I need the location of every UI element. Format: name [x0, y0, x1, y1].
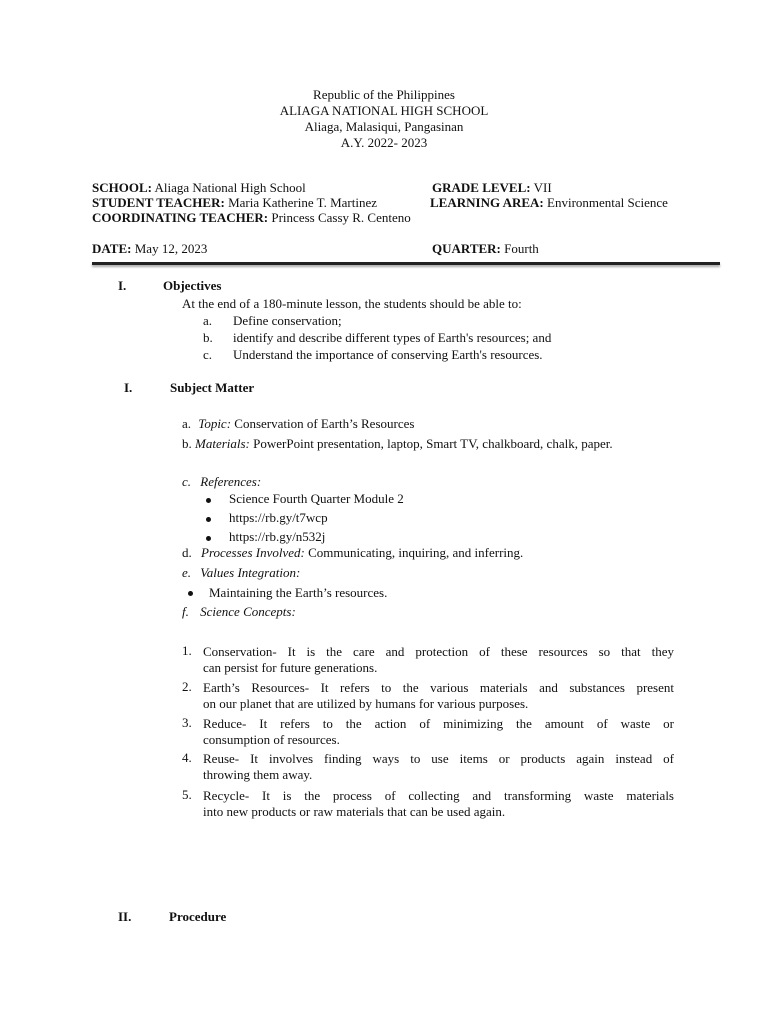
processes-label: Processes Involved:	[201, 545, 305, 560]
references-label: References:	[200, 474, 262, 489]
bullet-icon	[188, 591, 193, 596]
concept-number: 1.	[182, 643, 192, 658]
student-teacher-label: STUDENT TEACHER:	[92, 195, 225, 210]
date-label: DATE:	[92, 241, 132, 256]
concepts-line	[182, 604, 296, 620]
bullet-icon	[206, 498, 211, 503]
materials-marker: b.	[182, 436, 192, 451]
objectives-numeral: I.	[118, 278, 127, 293]
concept-line1: Conservation- It is the care and protection of these resources so that they	[203, 644, 674, 659]
topic-line	[182, 416, 414, 432]
concept-number: 5.	[182, 787, 192, 802]
concepts-marker: f.	[182, 604, 189, 619]
concept-line2: can persist for future generations.	[203, 660, 378, 675]
materials-label: Materials:	[195, 436, 250, 451]
grade-label: GRADE LEVEL:	[432, 180, 531, 195]
subject-numeral: I.	[124, 380, 133, 395]
values-marker: e.	[182, 565, 192, 580]
concept-line2: throwing them away.	[203, 767, 313, 782]
concept-line1: Earth’s Resources- It refers to the various materials and substances present	[203, 680, 674, 695]
quarter-value: Fourth	[504, 241, 539, 256]
concept-line1: Reuse- It involves finding ways to use items or products again instead of	[203, 751, 674, 766]
procedure-numeral: II.	[118, 909, 132, 924]
concept-line2: consumption of resources.	[203, 732, 340, 747]
concept-line2: into new products or raw materials that can be used again.	[203, 804, 506, 819]
reference-item: https://rb.gy/n532j	[229, 529, 326, 544]
info-quarter	[432, 241, 539, 257]
objective-marker: b.	[203, 330, 213, 345]
school-value: Aliaga National High School	[154, 180, 306, 195]
bullet-icon	[206, 517, 211, 522]
learning-area-value: Environmental Science	[547, 195, 668, 210]
reference-item: Science Fourth Quarter Module 2	[229, 491, 404, 506]
processes-value: Communicating, inquiring, and inferring.	[308, 545, 524, 560]
topic-marker: a.	[182, 416, 192, 431]
student-teacher-value: Maria Katherine T. Martinez	[228, 195, 378, 210]
references-marker: c.	[182, 474, 192, 489]
values-item: Maintaining the Earth’s resources.	[209, 585, 388, 600]
header-address: Aliaga, Malasiqui, Pangasinan	[304, 119, 464, 134]
topic-label: Topic:	[198, 416, 232, 431]
objective-item: Understand the importance of conserving Earth's resources.	[233, 347, 543, 362]
values-label: Values Integration:	[200, 565, 301, 580]
subject-heading: Subject Matter	[170, 380, 255, 395]
concept-number: 2.	[182, 679, 192, 694]
objective-marker: c.	[203, 347, 213, 362]
header-academic-year: A.Y. 2022- 2023	[340, 135, 428, 150]
coordinating-teacher-value: Princess Cassy R. Centeno	[271, 210, 411, 225]
header-divider	[92, 262, 720, 265]
topic-value: Conservation of Earth’s Resources	[234, 416, 415, 431]
header-republic: Republic of the Philippines	[313, 87, 455, 102]
concept-number: 3.	[182, 715, 192, 730]
objectives-heading: Objectives	[163, 278, 222, 293]
objectives-intro: At the end of a 180-minute lesson, the students should be able to:	[182, 296, 522, 311]
header-school-name: ALIAGA NATIONAL HIGH SCHOOL	[279, 103, 489, 118]
quarter-label: QUARTER:	[432, 241, 501, 256]
info-student-teacher	[92, 195, 377, 211]
materials-value: PowerPoint presentation, laptop, Smart TV, chalkboard, chalk, paper.	[253, 436, 613, 451]
school-label: SCHOOL:	[92, 180, 152, 195]
concept-line1: Recycle- It is the process of collecting and transforming waste materials	[203, 788, 674, 803]
procedure-heading: Procedure	[169, 909, 227, 924]
concept-number: 4.	[182, 750, 192, 765]
concept-line2: on our planet that are utilized by humans for various purposes.	[203, 696, 529, 711]
materials-line	[182, 435, 666, 452]
info-grade	[432, 180, 552, 196]
concept-line1: Reduce- It refers to the action of minimizing the amount of waste or	[203, 716, 674, 731]
objective-item: Define conservation;	[233, 313, 342, 328]
info-school	[92, 180, 306, 196]
info-coordinating-teacher	[92, 210, 411, 226]
processes-line	[182, 545, 523, 561]
bullet-icon	[206, 536, 211, 541]
processes-marker: d.	[182, 545, 192, 560]
objective-marker: a.	[203, 313, 213, 328]
concepts-label: Science Concepts:	[200, 604, 296, 619]
date-value: May 12, 2023	[134, 241, 208, 256]
values-line	[182, 565, 300, 581]
references-line	[182, 474, 261, 490]
grade-value: VII	[533, 180, 552, 195]
coordinating-teacher-label: COORDINATING TEACHER:	[92, 210, 269, 225]
info-learning-area	[430, 195, 668, 211]
objective-item: identify and describe different types of Earth's resources; and	[233, 330, 552, 345]
reference-item: https://rb.gy/t7wcp	[229, 510, 328, 525]
learning-area-label: LEARNING AREA:	[430, 195, 544, 210]
info-date	[92, 241, 207, 257]
